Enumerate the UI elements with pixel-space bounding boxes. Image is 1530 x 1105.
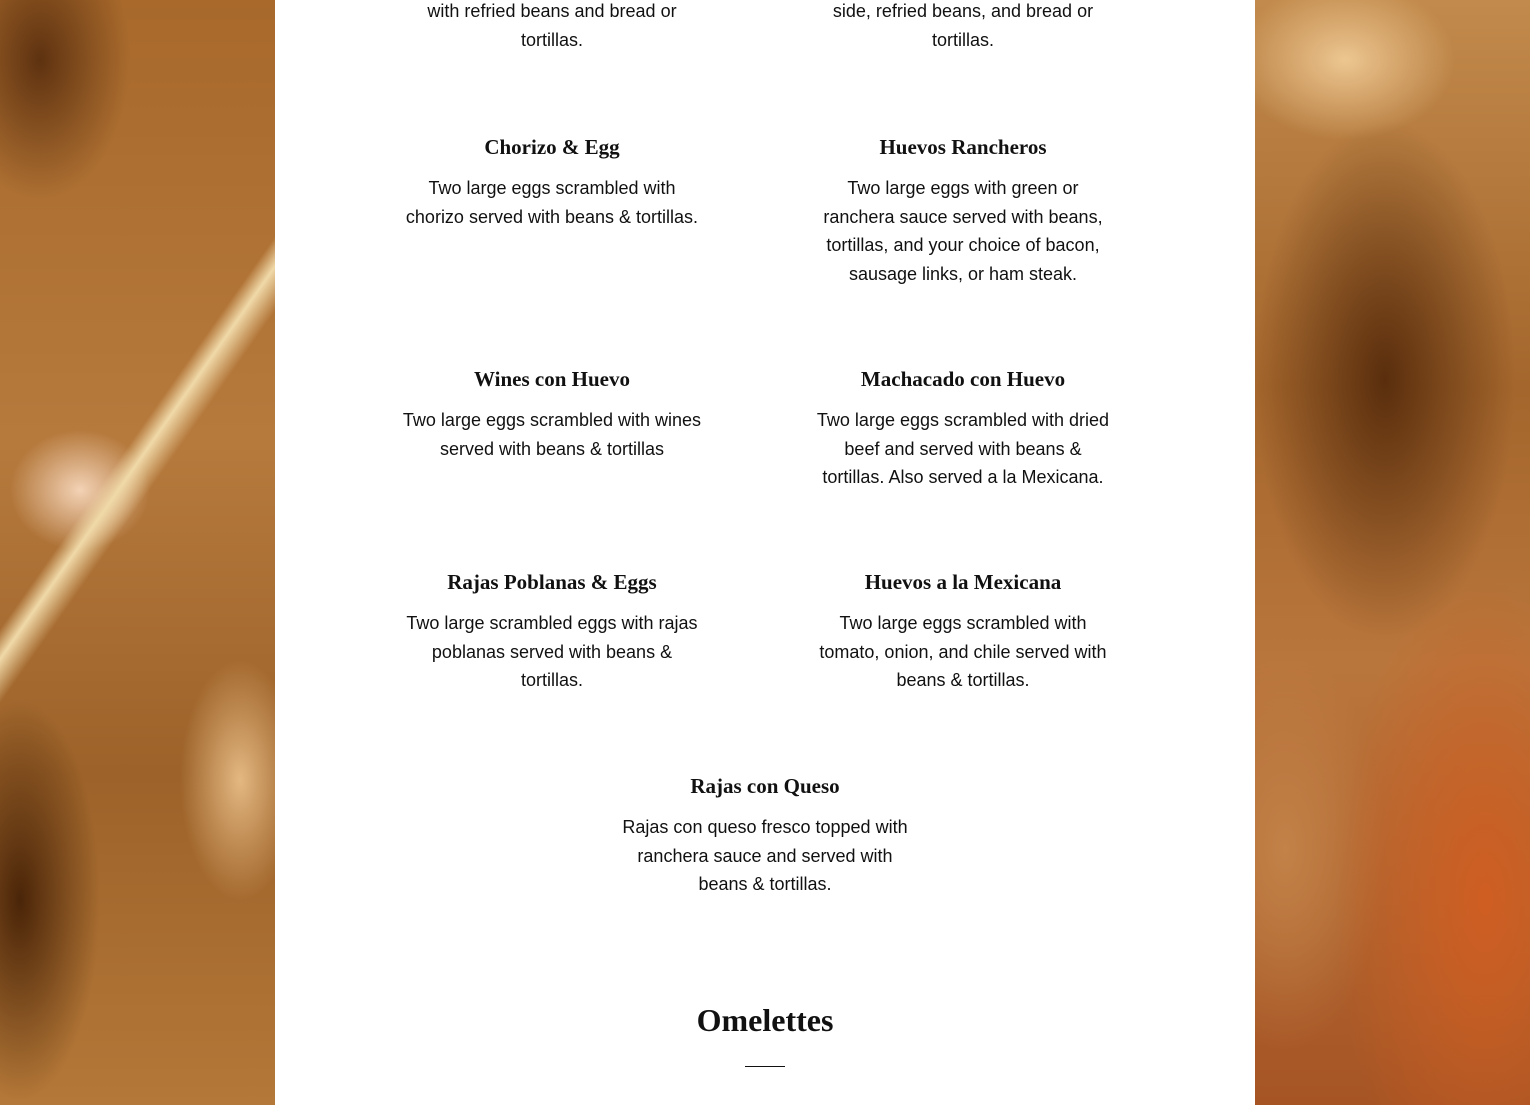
description-line: ranchera sauce served with beans, xyxy=(823,206,1103,227)
description-line: with refried beans and bread or xyxy=(427,1,677,21)
description-line: beef and served with beans & xyxy=(844,438,1082,459)
description-line: Two large eggs scrambled with xyxy=(428,178,676,198)
menu-item-description xyxy=(387,174,717,231)
menu-item-title: Machacado con Huevo xyxy=(860,367,1066,391)
description-line: Rajas con queso fresco topped with xyxy=(622,817,908,837)
menu-item xyxy=(387,570,717,695)
description-line: sausage links, or ham steak. xyxy=(848,264,1078,285)
description-line: tomato, onion, and chile served with xyxy=(819,641,1107,662)
description-line: tortillas, and your choice of bacon, xyxy=(826,235,1100,256)
menu-item-description xyxy=(798,406,1128,492)
menu-item-description xyxy=(387,609,717,695)
menu-item-description xyxy=(798,174,1128,289)
menu-item xyxy=(798,0,1128,54)
menu-item-description xyxy=(387,406,717,463)
menu-item-title: Huevos Rancheros xyxy=(879,135,1047,159)
menu-item xyxy=(600,774,930,899)
menu-item xyxy=(798,367,1128,492)
description-line: tortillas. xyxy=(931,29,994,50)
description-line: served with beans & tortillas xyxy=(439,438,665,459)
menu-item-description xyxy=(600,813,930,899)
description-line: Two large eggs scrambled with dried xyxy=(816,410,1110,430)
menu-item-description xyxy=(798,609,1128,695)
menu-item-description xyxy=(798,0,1128,54)
menu-item-title: Rajas Poblanas & Eggs xyxy=(447,570,657,594)
description-line: ranchera sauce and served with xyxy=(637,845,893,866)
menu-item xyxy=(798,135,1128,289)
description-line: side, refried beans, and bread or xyxy=(832,1,1094,21)
menu-item xyxy=(387,367,717,463)
menu-item xyxy=(798,570,1128,695)
description-line: Two large eggs scrambled with xyxy=(839,613,1087,633)
description-line: tortillas. Also served a la Mexicana. xyxy=(822,467,1104,488)
description-line: Two large scrambled eggs with rajas xyxy=(406,613,698,633)
description-line: Two large eggs with green or xyxy=(847,178,1079,198)
description-line: Two large eggs scrambled with wines xyxy=(402,410,702,430)
menu-item xyxy=(387,0,717,54)
menu-item xyxy=(387,135,717,231)
description-line: poblanas served with beans & xyxy=(431,641,673,662)
section-divider xyxy=(745,1066,785,1067)
menu-item-title: Wines con Huevo xyxy=(474,367,630,391)
background-photo-right xyxy=(1255,0,1530,1105)
menu-item-title: Huevos a la Mexicana xyxy=(864,570,1062,594)
menu-item-description xyxy=(387,0,717,54)
description-line: beans & tortillas. xyxy=(896,670,1030,691)
description-line: tortillas. xyxy=(520,670,583,691)
menu-panel xyxy=(275,0,1255,1105)
description-line: chorizo served with beans & tortillas. xyxy=(405,206,699,227)
menu-item-title: Chorizo & Egg xyxy=(484,135,620,159)
background-photo-left xyxy=(0,0,275,1105)
description-line: tortillas. xyxy=(520,29,583,50)
description-line: beans & tortillas. xyxy=(698,874,832,895)
menu-item-title: Rajas con Queso xyxy=(690,774,840,798)
section-title-omelettes: Omelettes xyxy=(696,1002,834,1038)
